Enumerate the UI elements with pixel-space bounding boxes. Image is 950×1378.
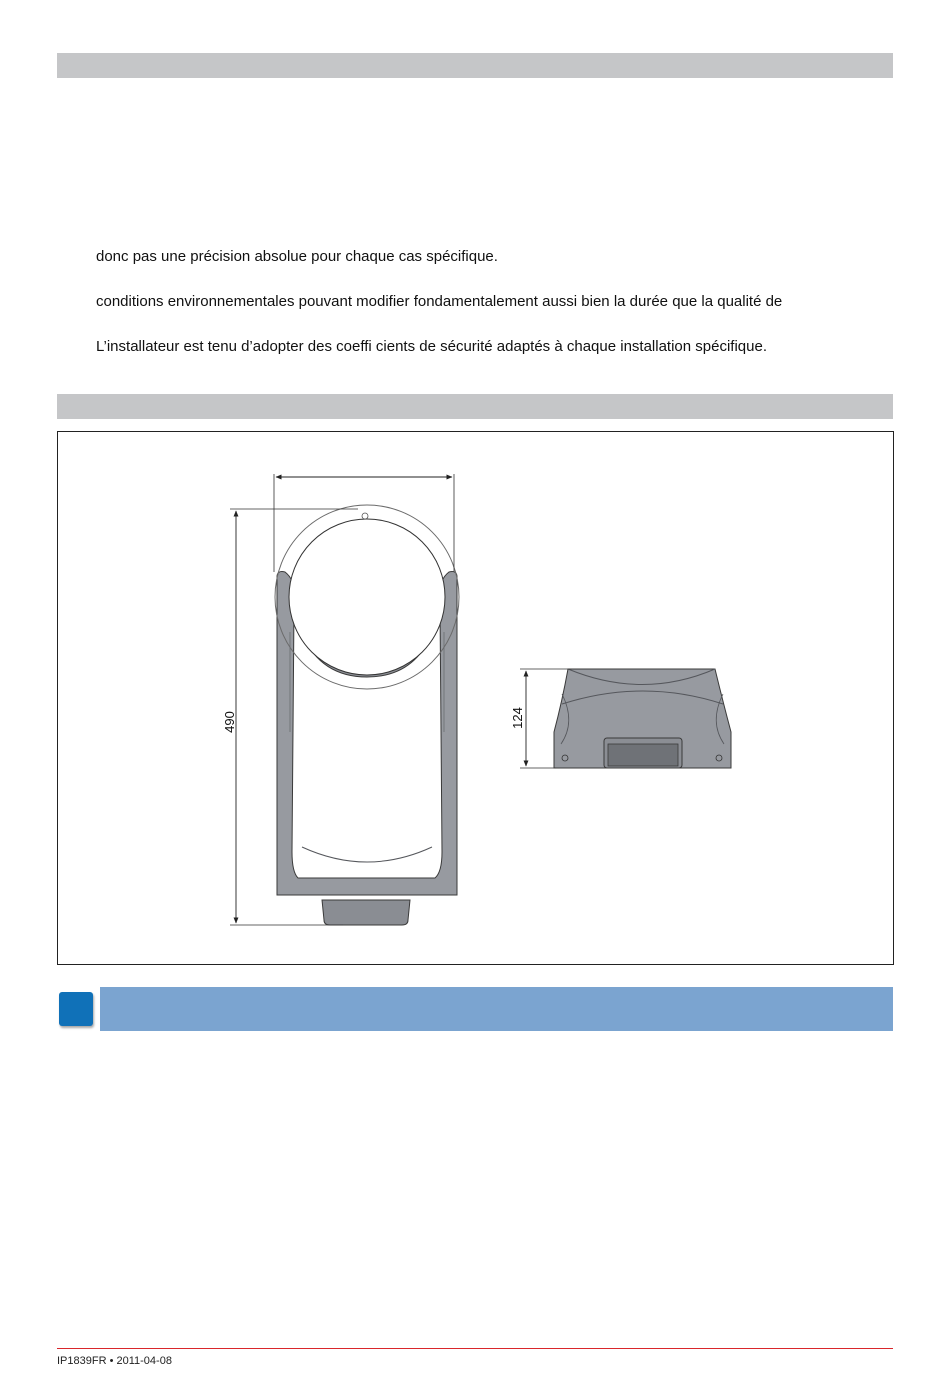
section-marker-square xyxy=(59,992,93,1026)
luminaire-side-view xyxy=(554,669,731,768)
section-header-bar-dimensions xyxy=(57,394,893,419)
height-dimension-label: 490 xyxy=(222,711,237,733)
depth-dimension-label: 124 xyxy=(510,707,525,729)
footer-doc-ref: IP1839FR • 2011-04-08 xyxy=(57,1355,172,1367)
body-text-line-2: conditions environnementales pouvant modifier fondamentalement aussi bien la durée que la qualité de xyxy=(96,293,783,310)
body-text-line-3: L’installateur est tenu d’adopter des coeffi cients de sécurité adaptés à chaque installation spécifique. xyxy=(96,338,767,355)
screw-hole-icon xyxy=(362,513,368,519)
section-header-bar-top xyxy=(57,53,893,78)
luminaire-front-view xyxy=(275,505,459,925)
section-header-bar-blue xyxy=(100,987,893,1031)
dimension-drawing xyxy=(58,432,893,964)
footer-rule xyxy=(57,1348,893,1349)
body-text-line-1: donc pas une précision absolue pour chaque cas spécifique. xyxy=(96,248,498,265)
dimensions-figure xyxy=(57,431,894,965)
